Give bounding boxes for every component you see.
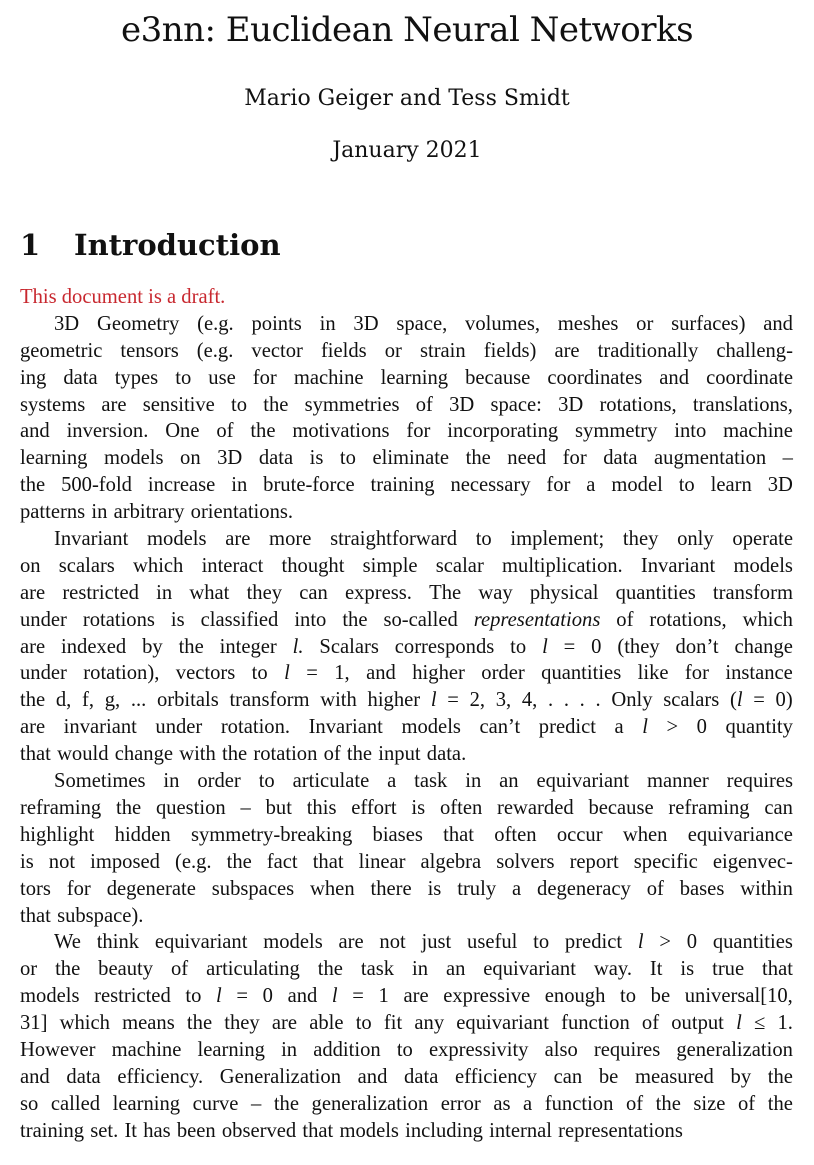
- text-line: and inversion. One of the motivations for incorporating symmetry into machine: [20, 420, 793, 443]
- paragraphs: [20, 311, 793, 1145]
- paragraph: [20, 526, 793, 768]
- text-line: 31] which means the they are able to fit any equivariant function of output l ≤ 1.: [20, 1012, 793, 1035]
- text-line: on scalars which interact thought simple scalar multiplication. Invariant models: [20, 554, 793, 577]
- text-line: are invariant under rotation. Invariant models can’t predict a l > 0 quantity: [20, 716, 793, 739]
- text-line: Sometimes in order to articulate a task in an equivariant manner requires: [54, 770, 793, 793]
- paragraph: [20, 768, 793, 929]
- text-line: or the beauty of articulating the task in an equivariant way. It is true that: [20, 958, 793, 981]
- text-line: We think equivariant models are not just useful to predict l > 0 quantities: [54, 931, 793, 954]
- text-line: reframing the question – but this effort is often rewarded because reframing can: [20, 796, 793, 819]
- text-line: learning models on 3D data is to eliminate the need for data augmentation –: [20, 447, 793, 470]
- body-text: [20, 284, 793, 1145]
- text-line: Invariant models are more straightforward to implement; they only operate: [54, 528, 793, 551]
- text-line: are restricted in what they can express. The way physical quantities transform: [20, 581, 793, 604]
- section-number: 1: [20, 228, 41, 262]
- paragraph: [20, 929, 793, 1144]
- section-title: Introduction: [74, 228, 281, 262]
- text-line: are indexed by the integer l. Scalars corresponds to l = 0 (they don’t change: [20, 635, 793, 658]
- text-line: models restricted to l = 0 and l = 1 are expressive enough to be universal[10,: [20, 985, 793, 1008]
- text-line: so called learning curve – the generalization error as a function of the size of the: [20, 1092, 793, 1115]
- text-line: and data efficiency. Generalization and data efficiency can be measured by the: [20, 1065, 793, 1088]
- text-line: highlight hidden symmetry-breaking biases that often occur when equivariance: [20, 823, 793, 846]
- text-line: However machine learning in addition to expressivity also requires generalization: [20, 1038, 793, 1061]
- text-line: systems are sensitive to the symmetries of 3D space: 3D rotations, translations,: [20, 393, 793, 416]
- text-line: geometric tensors (e.g. vector fields or strain fields) are traditionally challeng-: [20, 339, 793, 362]
- draft-note: This document is a draft.: [20, 286, 226, 308]
- paper-title: e3nn: Euclidean Neural Networks: [120, 10, 694, 50]
- section-heading: [20, 226, 281, 264]
- text-line: ing data types to use for machine learning because coordinates and coordinate: [20, 366, 793, 389]
- text-line: training set. It has been observed that models including internal representations: [20, 1119, 683, 1142]
- text-line: that would change with the rotation of the input data.: [20, 743, 467, 766]
- text-line: patterns in arbitrary orientations.: [20, 501, 294, 524]
- text-line: under rotations is classified into the so-called representations of rotations, which: [20, 608, 793, 631]
- paragraph: [20, 311, 793, 526]
- text-line: the d, f, g, ... orbitals transform with higher l = 2, 3, 4, . . . . Only scalars (l = 0): [20, 689, 793, 712]
- text-line: under rotation), vectors to l = 1, and higher order quantities like for instance: [20, 662, 793, 685]
- paper-date: January 2021: [332, 138, 482, 163]
- text-line: tors for degenerate subspaces when there is truly a degeneracy of bases within: [20, 877, 793, 900]
- paper-authors: Mario Geiger and Tess Smidt: [244, 86, 570, 111]
- text-line: is not imposed (e.g. the fact that linear algebra solvers report specific eigenvec-: [20, 850, 793, 873]
- text-line: 3D Geometry (e.g. points in 3D space, volumes, meshes or surfaces) and: [54, 312, 793, 335]
- text-line: that subspace).: [20, 904, 144, 927]
- text-line: the 500-fold increase in brute-force training necessary for a model to learn 3D: [20, 474, 793, 497]
